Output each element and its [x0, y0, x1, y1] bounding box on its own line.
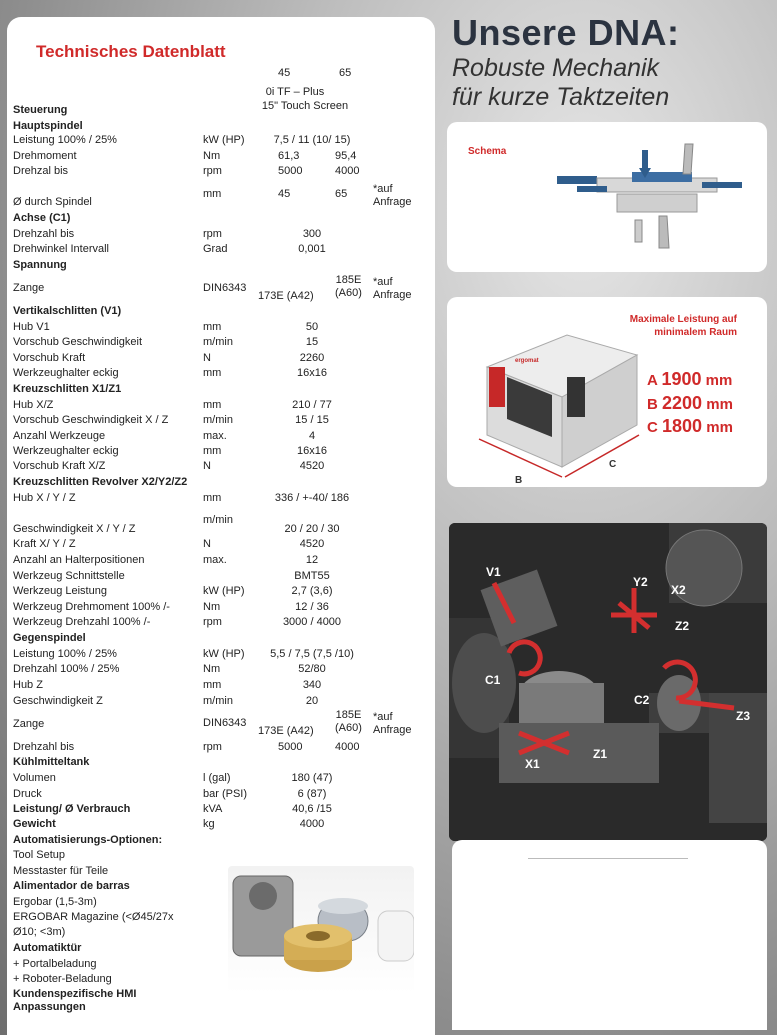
spec-label: Drehzahl bis: [13, 228, 75, 240]
spec-value: 2260: [299, 352, 325, 364]
spec-value: 180 (47): [291, 772, 333, 784]
spec-label: Anzahl Werkzeuge: [13, 430, 106, 442]
blank-card: [452, 840, 767, 1030]
schema-v1-arrow: [642, 150, 648, 168]
spec-heading: Kühlmitteltank: [13, 756, 90, 768]
spec-value: 6 (87): [297, 788, 327, 800]
machine-caption-line2: minimalem Raum: [654, 327, 737, 338]
spec-label: Tool Setup: [13, 849, 65, 861]
spec-heading: Anpassungen: [13, 1001, 86, 1013]
spec-unit: mm: [203, 188, 222, 200]
spec-label: Volumen: [13, 772, 56, 784]
machine-illustration: [467, 307, 667, 487]
spec-value-65: 95,4: [335, 150, 357, 162]
spec-value: 300: [302, 228, 322, 240]
spec-value: 40,6 /15: [292, 803, 332, 815]
spec-label: Drehzahl bis: [13, 741, 75, 753]
spec-value: 16x16: [297, 445, 327, 457]
spec-label: Druck: [13, 788, 42, 800]
spec-value: 3000 / 4000: [282, 616, 342, 628]
spec-unit: mm: [203, 321, 222, 333]
spec-label: Vorschub Geschwindigkeit X / Z: [13, 414, 169, 426]
machine-control-panel: [567, 377, 585, 417]
spec-unit: mm: [203, 445, 222, 457]
axis-v1-label: V1: [486, 565, 501, 579]
spec-heading: Vertikalschlitten (V1): [13, 305, 122, 317]
spec-label: Vorschub Geschwindigkeit: [13, 336, 143, 348]
spec-label: Werkzeug Leistung: [13, 585, 107, 597]
spec-value-45: 5000: [278, 165, 303, 177]
spec-label: Hub X/Z: [13, 399, 54, 411]
spec-label: Hub V1: [13, 321, 50, 333]
schema-tool-upper: [683, 144, 693, 174]
axis-c1-label: C1: [485, 673, 501, 687]
schema-tool-lower-2: [659, 216, 669, 248]
spec-label: Werkzeughalter eckig: [13, 445, 119, 457]
spec-unit: N: [203, 460, 211, 472]
spec-note: *auf Anfrage: [373, 276, 412, 301]
dimension-a: A 1900 mm: [647, 369, 733, 389]
spec-value-45: 45: [278, 188, 291, 200]
spec-note: *auf Anfrage: [373, 183, 412, 208]
spec-unit: Nm: [203, 150, 221, 162]
spec-label: Messtaster für Teile: [13, 865, 109, 877]
spec-label: Drehwinkel Intervall: [13, 243, 109, 255]
spec-label: Werkzeug Schnittstelle: [13, 570, 125, 582]
model-a-header: 45: [278, 67, 291, 79]
spec-heading: Leistung/ Ø Verbrauch: [13, 803, 131, 815]
spec-unit: mm: [203, 492, 222, 504]
spec-heading: Achse (C1): [13, 212, 71, 224]
schema-label: Schema: [468, 146, 507, 157]
spec-value: 15 / 15: [295, 414, 329, 426]
schema-diagram: [447, 122, 767, 272]
spec-value: 16x16: [297, 367, 327, 379]
spec-label: Geschwindigkeit Z: [13, 695, 103, 707]
control-line-2: 15" Touch Screen: [261, 100, 349, 112]
spec-value: 4520: [299, 538, 325, 550]
axis-z3-label: Z3: [736, 709, 751, 723]
spec-heading: Spannung: [13, 259, 67, 271]
spec-unit: kg: [203, 818, 215, 830]
spec-unit: mm: [203, 679, 222, 691]
spec-label: + Portalbeladung: [13, 958, 97, 970]
spec-value: 50: [305, 321, 319, 333]
spec-value-45: 173E (A42): [258, 725, 314, 737]
schema-base: [617, 194, 697, 212]
spec-label: Leistung 100% / 25%: [13, 134, 117, 146]
spec-value: 4520: [299, 460, 325, 472]
axes-render: [449, 523, 767, 841]
main-spindle: [452, 633, 516, 733]
spec-unit: rpm: [203, 165, 222, 177]
axis-y2-label: Y2: [633, 575, 648, 589]
machine-red-panel: [489, 367, 505, 407]
spec-value-65: 185E (A60): [335, 274, 362, 299]
spec-unit: m/min: [203, 336, 233, 348]
spec-value: 4: [308, 430, 316, 442]
spec-unit: rpm: [203, 228, 222, 240]
blank-card-rule: [528, 858, 688, 859]
machine-brand: ergomat: [515, 358, 539, 364]
schema-tool-right: [702, 182, 742, 188]
schema-tool-left: [577, 186, 607, 192]
model-b-header: 65: [339, 67, 352, 79]
spec-value-45: 61,3: [278, 150, 300, 162]
spec-unit: rpm: [203, 616, 222, 628]
spec-value: 20: [305, 695, 319, 707]
spec-label: Anzahl an Halterpositionen: [13, 554, 145, 566]
datasheet-title: Technisches Datenblatt: [36, 42, 226, 61]
spec-label: Zange: [13, 718, 45, 730]
spec-value-65: 4000: [335, 741, 360, 753]
spec-heading: Alimentador de barras: [13, 880, 130, 892]
spec-unit: mm: [203, 367, 222, 379]
spec-label: Ø durch Spindel: [13, 196, 92, 208]
spec-value: 2,7 (3,6): [291, 585, 333, 597]
spec-heading: Kundenspezifische HMI: [13, 988, 137, 1000]
dimension-b: B 2200 mm: [647, 393, 733, 413]
spec-unit: Nm: [203, 601, 221, 613]
spec-label: Drehzal bis: [13, 165, 69, 177]
spec-unit: l (gal): [203, 772, 231, 784]
spec-value: 340: [302, 679, 322, 691]
spec-value: 5,5 / 7,5 (7,5 /10): [270, 648, 354, 660]
spec-label: Werkzeughalter eckig: [13, 367, 119, 379]
spec-heading: Gegenspindel: [13, 632, 86, 644]
spec-heading: Automatiktür: [13, 942, 82, 954]
spec-label: Drehzahl 100% / 25%: [13, 663, 120, 675]
control-line-1: 0i TF – Plus: [265, 86, 325, 98]
axis-z1-label: Z1: [593, 747, 608, 761]
spec-unit: kW (HP): [203, 134, 245, 146]
spec-value-45: 5000: [278, 741, 303, 753]
machined-parts-image: [228, 866, 414, 994]
dna-subtitle-2: für kurze Taktzeiten: [452, 83, 670, 111]
spec-heading: Steuerung: [13, 104, 68, 116]
spec-label: Ø10; <3m): [13, 926, 66, 938]
spec-value: 4000: [299, 818, 325, 830]
spec-unit: Grad: [203, 243, 228, 255]
spec-value: BMT55: [294, 570, 330, 582]
spec-value-65: 65: [335, 188, 348, 200]
spec-label: Ergobar (1,5-3m): [13, 896, 97, 908]
schema-slide-left: [557, 176, 597, 184]
spec-note: *auf Anfrage: [373, 711, 412, 736]
spec-heading: Hauptspindel: [13, 120, 83, 132]
spec-value: 12 / 36: [295, 601, 329, 613]
parts-illustration: [228, 866, 414, 994]
spec-value-45: 173E (A42): [258, 290, 314, 302]
spec-label: Leistung 100% / 25%: [13, 648, 117, 660]
dna-title: Unsere DNA:: [452, 12, 680, 53]
dna-subtitle-1: Robuste Mechanik: [452, 54, 660, 82]
spec-label: Zange: [13, 282, 45, 294]
spec-unit: kVA: [203, 803, 223, 815]
axis-x2-label: X2: [671, 583, 686, 597]
spec-heading: Gewicht: [13, 818, 56, 830]
dimension-b-label: B: [515, 475, 523, 486]
spec-label: Werkzeug Drehmoment 100% /-: [13, 601, 170, 613]
spec-value: 12: [305, 554, 319, 566]
machine-caption-line1: Maximale Leistung auf: [629, 314, 737, 325]
schema-tool-lower: [635, 220, 642, 242]
spec-label: Geschwindigkeit X / Y / Z: [13, 523, 136, 535]
dimension-c: C 1800 mm: [647, 416, 733, 436]
spec-unit: m/min: [203, 514, 233, 526]
schema-card: [447, 122, 767, 272]
spec-unit: Nm: [203, 663, 221, 675]
spec-label: Drehmoment: [13, 150, 77, 162]
spec-value: 7,5 / 11 (10/ 15): [273, 134, 351, 146]
machine-card: [447, 297, 767, 487]
spec-label: Kraft X/ Y / Z: [13, 538, 76, 550]
axis-x1-label: X1: [525, 757, 540, 771]
spec-unit: kW (HP): [203, 585, 245, 597]
spec-value: 210 / 77: [292, 399, 332, 411]
spec-unit: bar (PSI): [203, 788, 248, 800]
spec-label: ERGOBAR Magazine (<Ø45/27x: [13, 911, 174, 923]
spec-value: 20 / 20 / 30: [284, 523, 340, 535]
spec-heading: Kreuzschlitten X1/Z1: [13, 383, 122, 395]
spec-unit: m/min: [203, 414, 233, 426]
spec-value-65: 185E (A60): [335, 709, 362, 734]
spec-unit: DIN6343: [203, 717, 247, 729]
spec-unit: N: [203, 352, 211, 364]
spec-value: 0,001: [298, 243, 326, 255]
spec-label: + Roboter-Beladung: [13, 973, 112, 985]
spec-unit: mm: [203, 399, 222, 411]
spec-unit: kW (HP): [203, 648, 245, 660]
spec-unit: N: [203, 538, 211, 550]
spec-value-65: 4000: [335, 165, 360, 177]
spec-heading: Kreuzschlitten Revolver X2/Y2/Z2: [13, 476, 188, 488]
axis-z2-label: Z2: [675, 619, 690, 633]
spec-unit: max.: [203, 554, 227, 566]
spec-label: Vorschub Kraft X/Z: [13, 460, 106, 472]
spec-value: 15: [305, 336, 319, 348]
spec-value: 52/80: [298, 663, 326, 675]
spec-unit: rpm: [203, 741, 222, 753]
spec-heading: Automatisierungs-Optionen:: [13, 834, 163, 846]
spec-unit: max.: [203, 430, 227, 442]
spec-label: Vorschub Kraft: [13, 352, 86, 364]
spec-label: Werkzeug Drehzahl 100% /-: [13, 616, 151, 628]
spec-value: 336 / +-40/ 186: [274, 492, 350, 504]
spec-label: Hub Z: [13, 679, 43, 691]
spec-unit: m/min: [203, 695, 233, 707]
spec-label: Hub X / Y / Z: [13, 492, 76, 504]
axis-c2-label: C2: [634, 693, 650, 707]
dimension-c-label: C: [609, 459, 617, 470]
spec-unit: DIN6343: [203, 282, 247, 294]
